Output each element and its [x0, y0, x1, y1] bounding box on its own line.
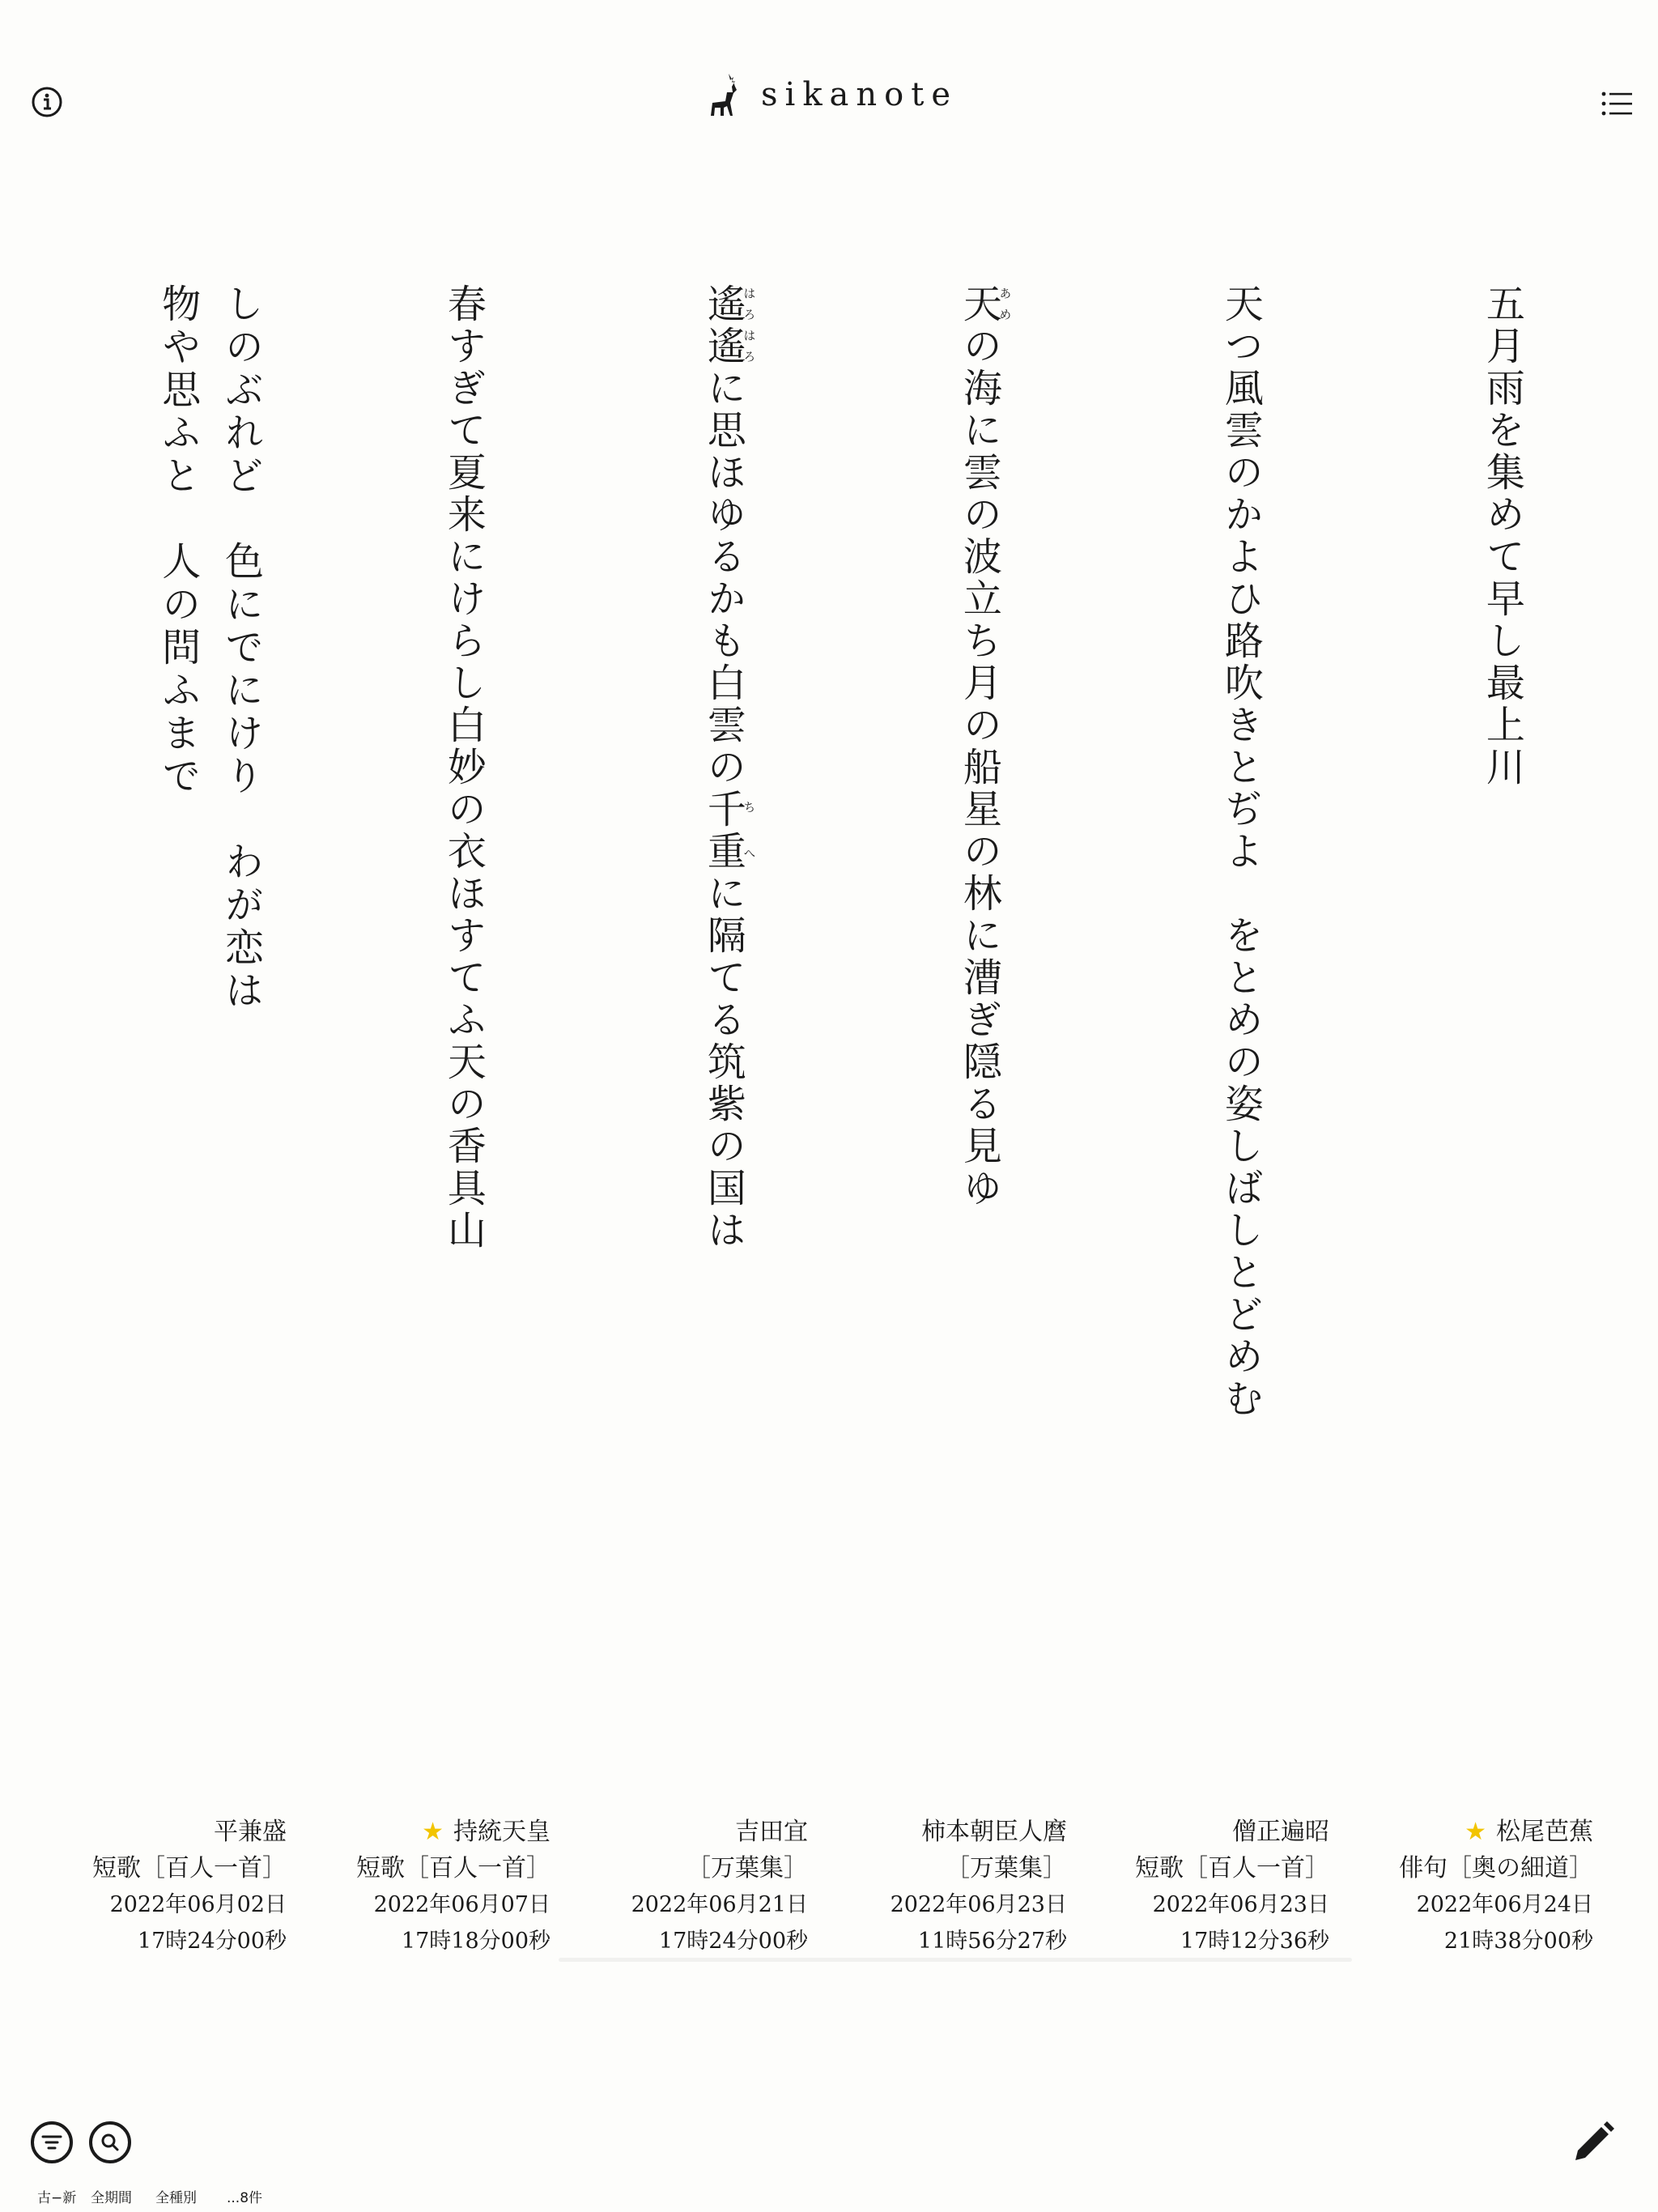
poem-list [0, 283, 1658, 1498]
date: 2022年06月24日 [1416, 1892, 1593, 1917]
ruby-word [700, 283, 757, 368]
filter-button[interactable] [31, 2121, 73, 2163]
poem-text[interactable] [146, 283, 272, 1013]
ruby-reading: ちへ [742, 789, 757, 873]
time: 21時38分00秒 [1443, 1929, 1593, 1954]
ruby-reading: あめ [997, 283, 1013, 325]
poem-meta[interactable] [808, 1814, 1067, 1959]
poem-meta[interactable] [1070, 1814, 1329, 1959]
brand-logo [704, 66, 958, 123]
bottom-toolbar [0, 2121, 1658, 2212]
poem-meta-row [0, 1814, 1658, 1976]
poem-type: ［万葉集］ [946, 1854, 1067, 1882]
poem-type: 短歌［百人一首］ [92, 1854, 287, 1882]
poem-meta[interactable] [28, 1814, 287, 1959]
kind-filter-label[interactable]: 全種別 [155, 2190, 197, 2206]
ruby-base: 天 [956, 283, 1002, 325]
ruby-base: 千重 [700, 789, 746, 873]
list-menu-button[interactable] [1600, 87, 1635, 120]
poem-text[interactable] [949, 283, 1011, 1210]
poem-line: に思ほゆるかも白雲の [700, 368, 746, 789]
time: 17時24分00秒 [658, 1929, 808, 1954]
time: 17時24分00秒 [137, 1929, 287, 1954]
search-button[interactable] [89, 2121, 131, 2163]
poem-text[interactable] [1210, 283, 1270, 1420]
deer-icon [704, 70, 745, 119]
horizontal-scrollbar[interactable] [559, 1958, 1352, 1962]
poem-text[interactable] [1472, 283, 1532, 789]
star-icon: ★ [422, 1818, 444, 1846]
poem-type: 短歌［百人一首］ [1135, 1854, 1329, 1882]
date: 2022年06月07日 [373, 1892, 551, 1917]
sort-order-label[interactable]: 古−新 [37, 2190, 77, 2206]
ruby-base: 遙遙 [700, 283, 746, 368]
date: 2022年06月23日 [1152, 1892, 1329, 1917]
poem-meta[interactable] [291, 1814, 551, 1959]
poem-type: 俳句［奥の細道］ [1399, 1854, 1593, 1882]
ruby-word [956, 283, 1013, 325]
author: 平兼盛 [214, 1818, 287, 1846]
poem-text[interactable] [693, 283, 755, 1252]
poem-line: 物や思ふと 人の問ふまで [155, 283, 201, 798]
date: 2022年06月21日 [631, 1892, 808, 1917]
filter-lines-icon [40, 2133, 64, 2151]
poem-line: 春すぎて夏来にけらし白妙の衣ほすてふ天の香具山 [440, 283, 487, 1252]
poem-line: 五月雨を集めて早し最上川 [1479, 283, 1525, 789]
poem-type: 短歌［百人一首］ [356, 1854, 551, 1882]
poem-text[interactable] [433, 283, 493, 1252]
time: 17時12分36秒 [1180, 1929, 1329, 1954]
ruby-reading: はろはろ [742, 283, 757, 368]
author: 柿本朝臣人麿 [921, 1818, 1067, 1846]
poem-line: 天つ風雲のかよひ路吹きとぢよ をとめの姿しばしとどめむ [1218, 283, 1264, 1420]
poem-line: に隔てる筑紫の国は [700, 873, 746, 1252]
author: 吉田宜 [735, 1818, 808, 1846]
time: 11時56分27秒 [917, 1929, 1067, 1954]
date: 2022年06月02日 [109, 1892, 287, 1917]
period-filter-label[interactable]: 全期間 [91, 2190, 132, 2206]
author: 持統天皇 [453, 1818, 551, 1846]
brand-name: sikanote [761, 76, 958, 113]
info-button[interactable] [29, 84, 65, 120]
author: 松尾芭蕉 [1496, 1818, 1593, 1846]
poem-type: ［万葉集］ [687, 1854, 808, 1882]
poem-line: の海に雲の波立ち月の船星の林に漕ぎ隠る見ゆ [956, 325, 1002, 1210]
compose-button[interactable] [1567, 2118, 1618, 2168]
poem-meta[interactable] [549, 1814, 808, 1959]
author: 僧正遍昭 [1232, 1818, 1329, 1846]
pencil-icon [1567, 2118, 1618, 2168]
app-header [0, 0, 1658, 186]
search-icon [98, 2130, 122, 2155]
list-menu-icon [1601, 90, 1634, 117]
result-count: ...8件 [227, 2190, 263, 2206]
poem-meta[interactable] [1334, 1814, 1593, 1959]
time: 17時18分00秒 [401, 1929, 551, 1954]
ruby-word [700, 789, 757, 873]
star-icon: ★ [1465, 1818, 1486, 1846]
date: 2022年06月23日 [890, 1892, 1067, 1917]
info-circle-icon [31, 86, 63, 118]
poem-line: しのぶれど 色にでにけり わが恋は [218, 283, 264, 1013]
